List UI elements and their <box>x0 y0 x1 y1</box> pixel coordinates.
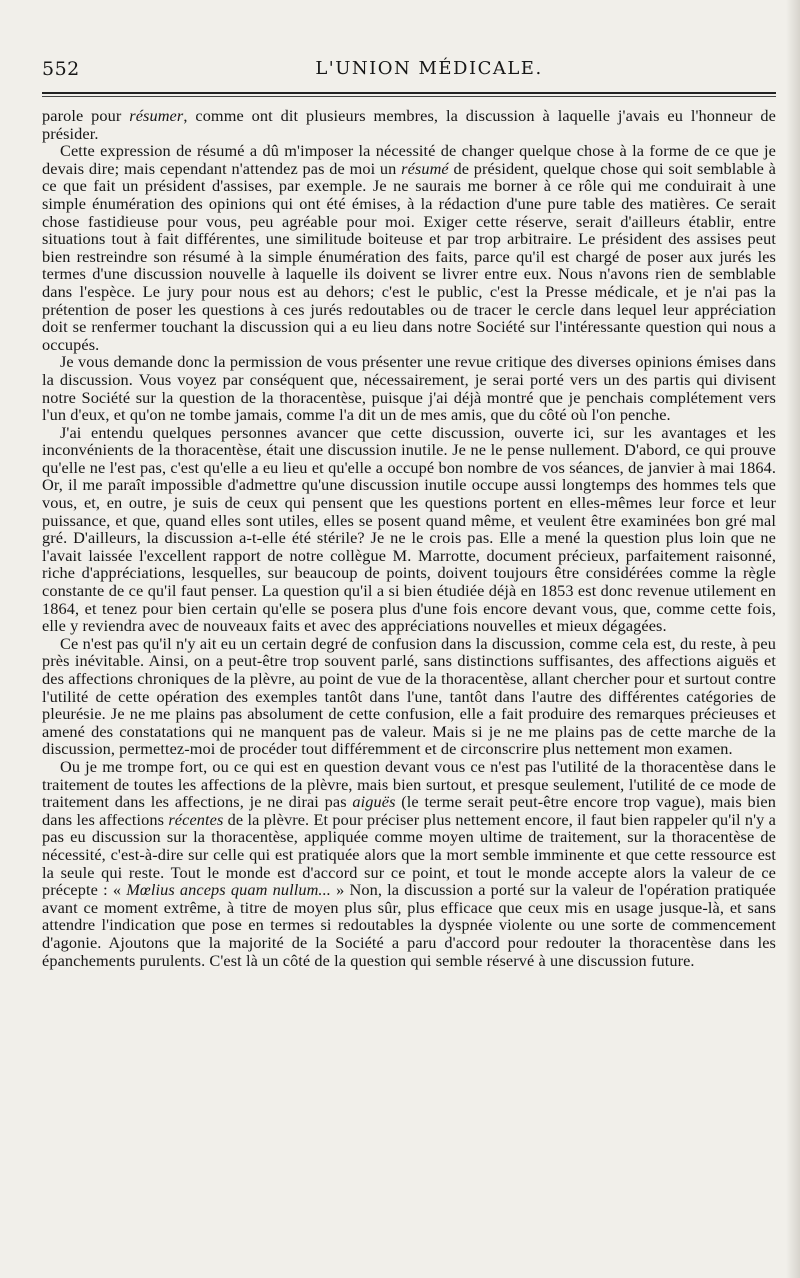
italic-text: récentes <box>168 809 224 829</box>
paragraph <box>42 424 776 635</box>
page-spine-shadow <box>786 0 800 1278</box>
text-run: Cette expression de résumé a dû m'imposer la nécessité de changer quelque chose à la forme de ce que je devais dire; mais cependant n'attendez pas de moi un <box>42 141 776 178</box>
text-run: , comme ont dit plusieurs membres, la discussion à laquelle j'avais eu l'honneur de présider. <box>42 106 776 143</box>
paragraph <box>42 142 776 353</box>
italic-text: résumé <box>401 158 449 178</box>
paragraph <box>42 107 776 142</box>
italic-text: Mœlius anceps quam nullum... <box>126 880 331 900</box>
italic-text: résumer <box>129 106 184 125</box>
text-run: » Non, la discussion a porté sur la valeur de l'opération pratiquée avant ce moment extrême, à titre de moyen plus sûr, plus efficace que ceux mis en usage jusque-là, et sans attendre l'indication que pose en termes si redoutables la dyspnée violente ou une sorte de commencement d'agonie. Ajoutons que la majorité de la Société a paru d'accord pour redouter la thoracentèse dans les épanchements purulents. C'est là un côté de la question qui semble réservé à une discussion future. <box>42 880 777 970</box>
italic-text: aiguës <box>352 792 396 812</box>
paragraph <box>42 353 776 423</box>
text-run: Je vous demande donc la permission de vous présenter une revue critique des diverses opinions émises dans la discussion. Vous voyez par conséquent que, nécessairement, je serai porté vers un des partis qui divisent notre Société sur la question de la thoracentèse, puisque j'ai déjà montré que je penchais complétement vers l'un d'eux, et qu'on ne tombe jamais, comme l'a dit un de mes amis, que du côté où l'on penche. <box>42 352 776 425</box>
paragraph <box>42 635 776 758</box>
text-run: de la plèvre. Et pour préciser plus nettement encore, il faut bien rappeler qu'il n'y a pas eu discussion sur la thoracentèse, appliquée comme moyen ultime de traitement, sur la thoracentèse de nécessité, c'est-à-dire sur celle qui est pratiquée alors que la mort semble imminente et que cette ressource est la seule qui reste. Tout le monde est d'accord sur ce point, et tout le monde accepte alors la valeur de ce précepte : « <box>42 809 776 900</box>
paragraph <box>42 758 776 969</box>
text-run: Ou je me trompe fort, ou ce qui est en question devant vous ce n'est pas l'utilité de la thoracentèse dans le traitement de toutes les affections de la plèvre, mais bien surtout, et presque seulement, l'utilité de ce mode de traitement dans les affections, je ne dirai pas <box>42 756 776 812</box>
header-rule-thin <box>42 96 776 97</box>
body-text <box>42 107 776 969</box>
page-number: 552 <box>42 58 80 80</box>
running-head: L'UNION MÉDICALE. <box>315 58 543 79</box>
text-run: parole pour <box>42 106 130 125</box>
text-run: Ce n'est pas qu'il n'y ait eu un certain degré de confusion dans la discussion, comme cela est, du reste, à peu près inévitable. Ainsi, on a peut-être trop souvent parlé, sans distinctions suffisantes, des affections aiguës et des affections chroniques de la plèvre, au point de vue de la thoracentèse, allant chercher pour et surtout contre l'utilité de cette opération des exemples tantôt dans l'une, tantôt dans l'autre des différentes catégories de pleurésie. Je ne me plains pas absolument de cette confusion, elle a fait produire des remarques précieuses et amené des constatations qui ne manquent pas de valeur. Mais si je ne me plains pas de cette marche de la discussion, permettez-moi de procéder tout différemment et de circonscrire plus nettement mon examen. <box>42 633 776 759</box>
text-run: de président, quelque chose qui soit semblable à ce que fait un président d'assises, par exemple. Je ne saurais me borner à ce rôle qui me conduirait à une simple énumération des opinions qui ont été émises, à la rédaction d'une pure table des matières. Ce serait chose fastidieuse pour vous, peu agréable pour moi. Exiger cette réserve, serait d'ailleurs établir, entre situations tout à fait différentes, une similitude boiteuse et par trop arbitraire. Le président des assises peut bien restreindre son résumé à la simple énumération des faits, parce qu'il est chargé de poser aux jurés les termes d'une discussion nouvelle à laquelle ils doivent se livrer entre eux. Nous n'avons rien de semblable dans l'espèce. Le jury pour nous est au dehors; c'est le public, c'est la Presse médicale, et je n'ai pas la prétention de poser les questions à ces jurés redoutables ou de tracer le cercle dans lequel leur appréciation doit se renfermer touchant la discussion qui a eu lieu dans notre Société sur l'intéressante question qui nous a occupés. <box>42 158 777 354</box>
text-run: J'ai entendu quelques personnes avancer que cette discussion, ouverte ici, sur les avantages et les inconvénients de la thoracentèse, était une discussion inutile. Je ne le pense nullement. D'abord, ce qui prouve qu'elle ne l'est pas, c'est qu'elle a eu lieu et qu'elle a occupé bon nombre de vos séances, de janvier à mai 1864. Or, il me paraît impossible d'admettre qu'une discussion inutile occupe aussi longtemps des hommes tels que vous, et, en outre, je suis de ceux qui pensent que les questions portent en elles-mêmes leur force et leur puissance, et que, quand elles sont utiles, elles se posent quand même, et veulent être examinées bon gré mal gré. D'ailleurs, la discussion a-t-elle été stérile? Je ne le crois pas. Elle a mené la question plus loin que ne l'avait laissée l'excellent rapport de notre collègue M. Marrotte, document précieux, parfaitement raisonné, riche d'appréciations, lesquelles, sur beaucoup de points, doivent toujours être considérées comme la règle constante de ce qu'il faut penser. La question qu'il a si bien étudiée déjà en 1853 est donc revenue utilement en 1864, et tenez pour bien certain qu'elle se posera plus d'une fois encore devant vous, que, comme cette fois, elle y reviendra avec de nouveaux faits et avec des appréciations nouvelles et mieux dégagées. <box>42 422 776 636</box>
text-run: (le terme serait peut-être encore trop vague), mais bien dans les affections <box>42 792 776 829</box>
header-rule <box>42 92 776 94</box>
page-header <box>42 58 776 86</box>
